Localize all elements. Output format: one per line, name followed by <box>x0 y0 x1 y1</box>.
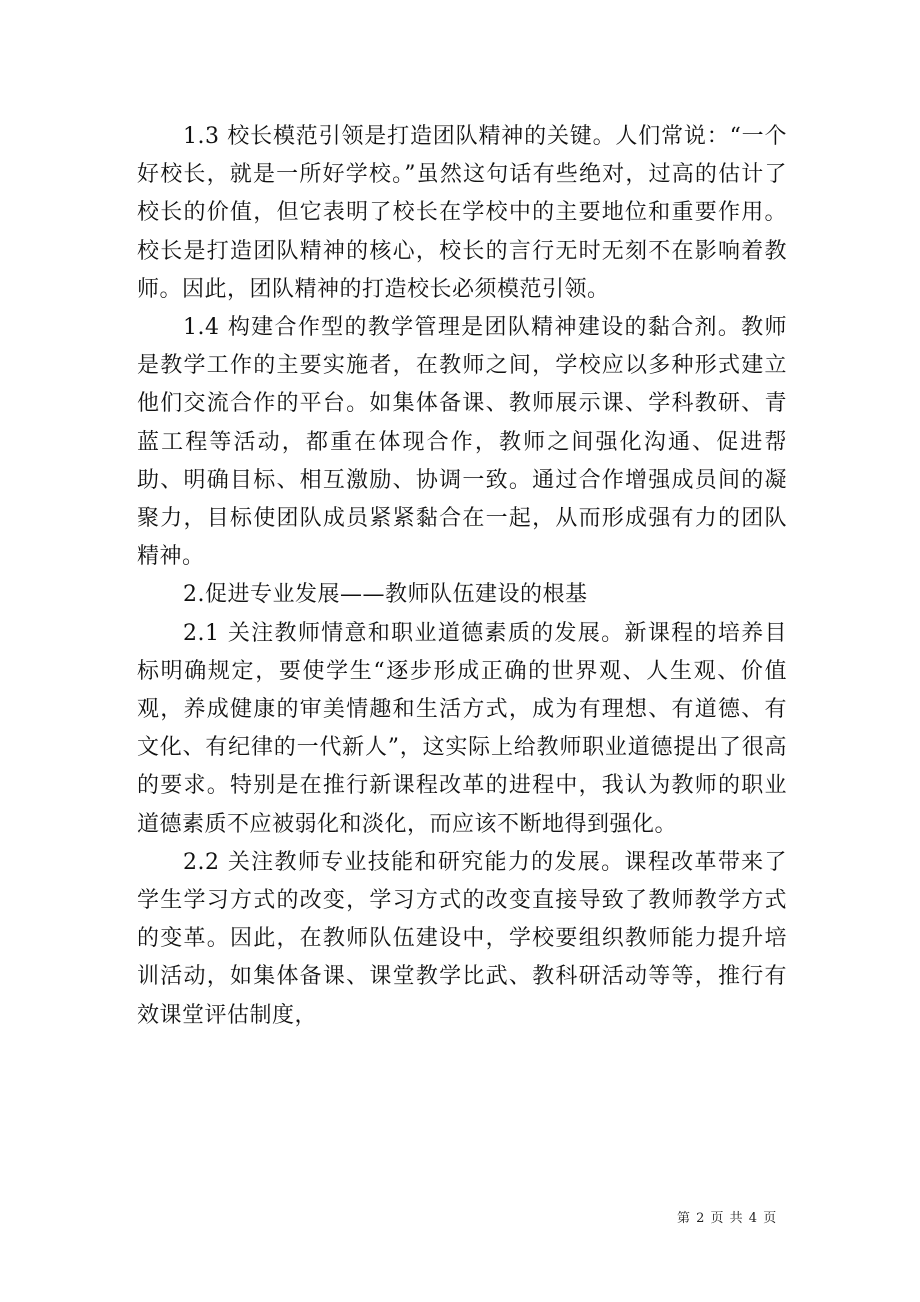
paragraph-2-1: 2.1 关注教师情意和职业道德素质的发展。新课程的培养目标明确规定，要使学生“逐步形成正确的世界观、人生观、价值观，养成健康的审美情趣和生活方式，成为有理想、有道德、有文化、有纪律的一代新人”，这实际上给教师职业道德提出了很高的要求。特别是在推行新课程改革的进程中，我认为教师的职业道德素质不应被弱化和淡化，而应该不断地得到强化。 <box>137 620 787 837</box>
section-heading-2: 2.促进专业发展——教师队伍建设的根基 <box>183 582 588 608</box>
paragraph-2-2: 2.2 关注教师专业技能和研究能力的发展。课程改革带来了学生学习方式的改变，学习方式的改变直接导致了教师教学方式的变革。因此，在教师队伍建设中，学校要组织教师能力提升培训活动，如集体备课、课堂教学比武、教科研活动等等，推行有效课堂评估制度， <box>137 849 787 1028</box>
page-number-footer: 第 2 页 共 4 页 <box>677 1211 778 1226</box>
document-body <box>137 118 787 1035</box>
paragraph-1-3: 1.3 校长模范引领是打造团队精神的关键。人们常说：“一个好校长，就是一所好学校。”虽然这句话有些绝对，过高的估计了校长的价值，但它表明了校长在学校中的主要地位和重要作用。校长是打造团队精神的核心，校长的言行无时无刻不在影响着教师。因此，团队精神的打造校长必须模范引领。 <box>137 124 787 302</box>
paragraph-1-4: 1.4 构建合作型的教学管理是团队精神建设的黏合剂。教师是教学工作的主要实施者，在教师之间，学校应以多种形式建立他们交流合作的平台。如集体备课、教师展示课、学科教研、青蓝工程等活动，都重在体现合作，教师之间强化沟通、促进帮助、明确目标、相互激励、协调一致。通过合作增强成员间的凝聚力，目标使团队成员紧紧黏合在一起，从而形成强有力的团队精神。 <box>137 315 787 570</box>
